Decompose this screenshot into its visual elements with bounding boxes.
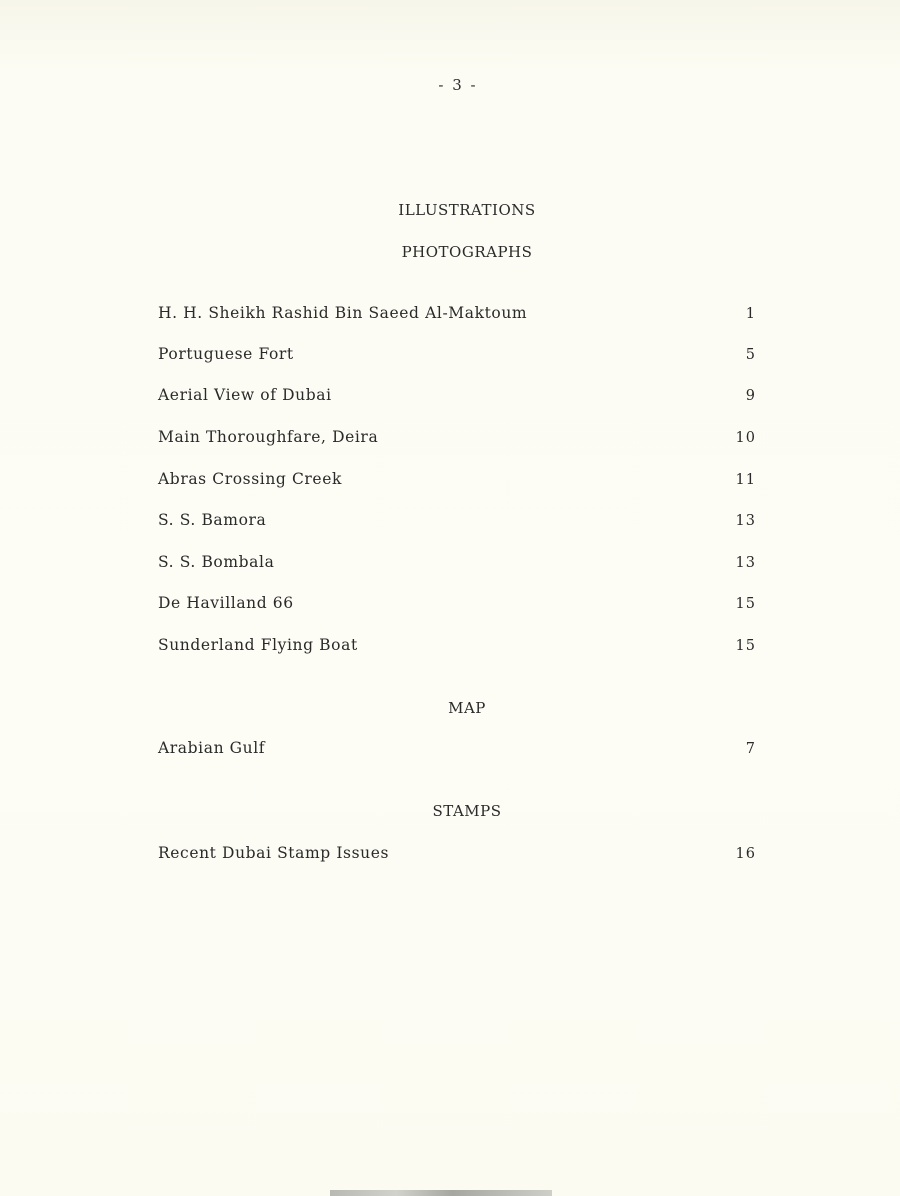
document-title: ILLUSTRATIONS: [398, 201, 536, 219]
entry-page-number: 10: [735, 430, 756, 446]
section-heading-map: MAP: [448, 699, 486, 717]
entry-page-number: 15: [735, 638, 756, 654]
entry-title: Recent Dubai Stamp Issues: [158, 844, 390, 862]
list-item: [158, 428, 758, 450]
list-item: [158, 739, 758, 761]
entry-title: De Havilland 66: [158, 594, 294, 612]
entry-page-number: 11: [735, 472, 756, 488]
entry-page-number: 13: [735, 555, 756, 571]
entry-page-number: 9: [745, 388, 756, 404]
entry-page-number: 15: [735, 596, 756, 612]
list-item: [158, 470, 758, 492]
entry-title: S. S. Bamora: [158, 511, 267, 529]
list-item: [158, 511, 758, 533]
list-item: [158, 636, 758, 658]
entry-page-number: 7: [745, 741, 756, 757]
entry-title: S. S. Bombala: [158, 553, 275, 571]
entry-title: Sunderland Flying Boat: [158, 636, 358, 654]
scan-edge-shadow: [330, 1190, 552, 1196]
list-item: [158, 553, 758, 575]
section-heading-photographs: PHOTOGRAPHS: [401, 243, 533, 261]
entry-page-number: 1: [745, 306, 756, 322]
entry-title: H. H. Sheikh Rashid Bin Saeed Al-Maktoum: [158, 304, 528, 322]
entry-page-number: 16: [735, 846, 756, 862]
section-heading-stamps: STAMPS: [432, 802, 502, 820]
entry-title: Main Thoroughfare, Deira: [158, 428, 379, 446]
page-number: - 3 -: [438, 76, 478, 94]
entry-title: Arabian Gulf: [158, 739, 266, 757]
entry-title: Aerial View of Dubai: [158, 386, 332, 404]
list-item: [158, 594, 758, 616]
entry-title: Abras Crossing Creek: [158, 470, 342, 488]
list-item: [158, 844, 758, 866]
list-item: [158, 345, 758, 367]
list-item: [158, 386, 758, 408]
list-item: [158, 304, 758, 326]
entry-page-number: 5: [745, 347, 756, 363]
entry-title: Portuguese Fort: [158, 345, 294, 363]
entry-page-number: 13: [735, 513, 756, 529]
